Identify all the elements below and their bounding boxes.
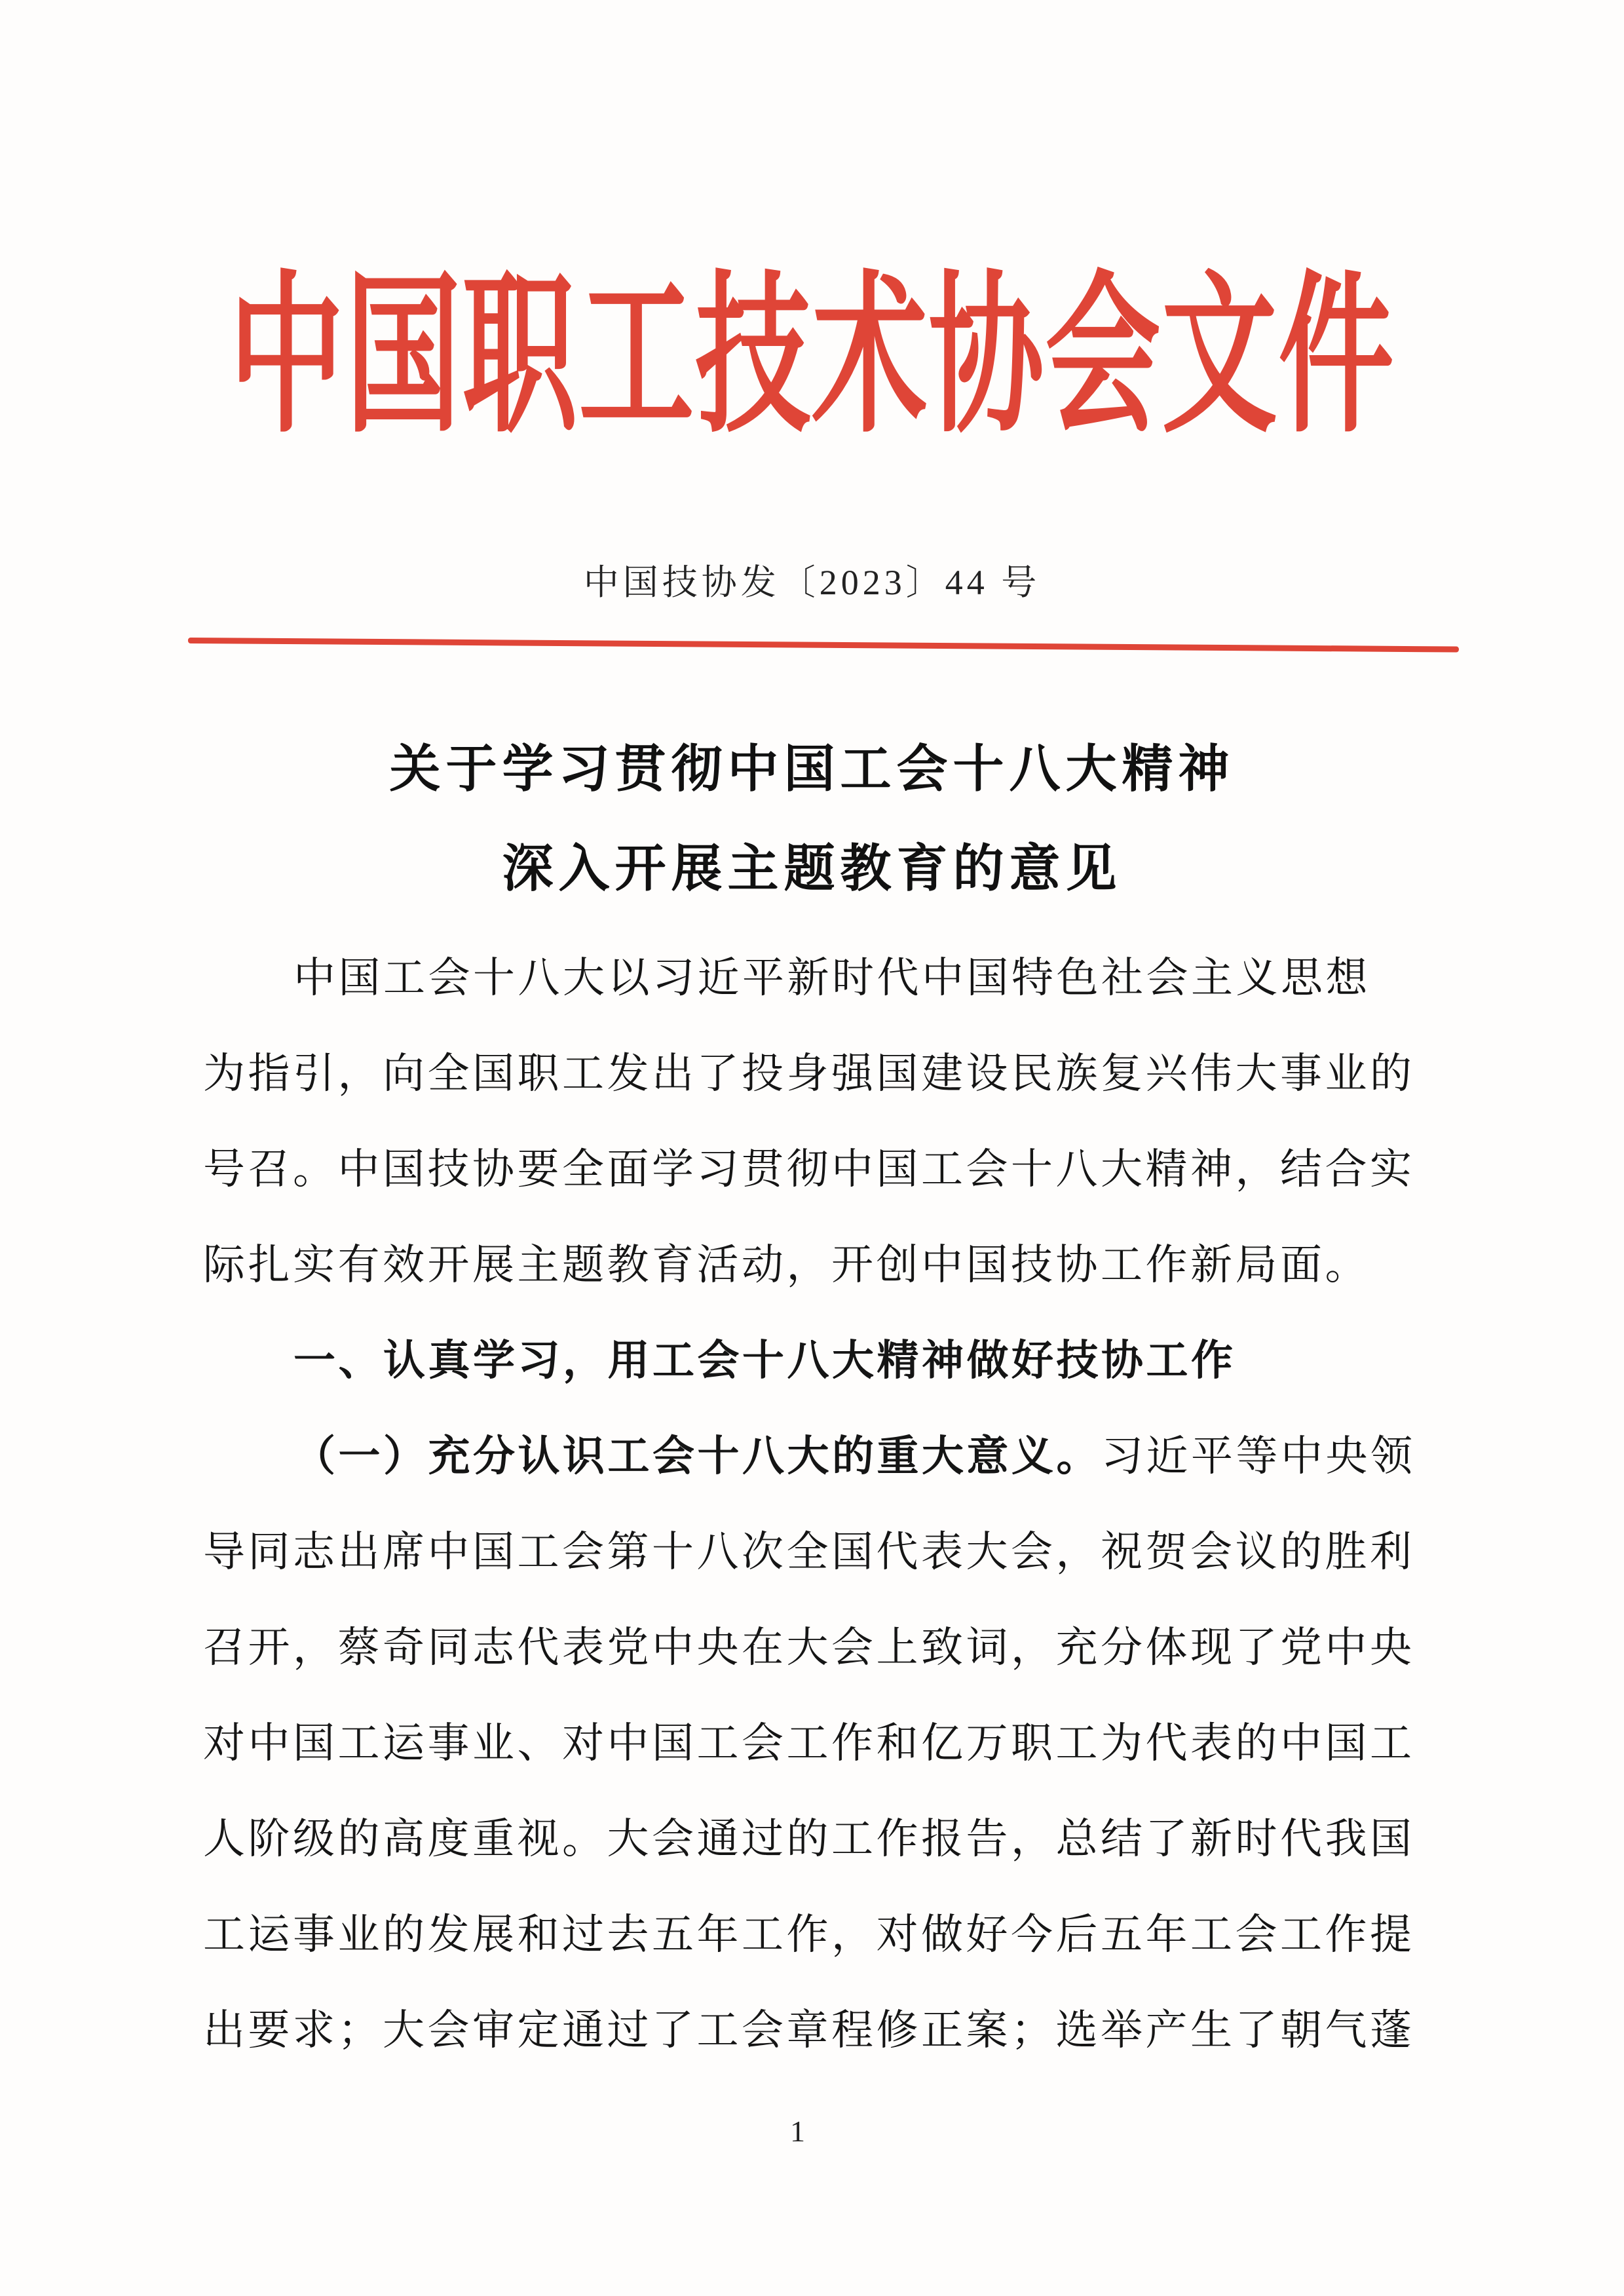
body-line-continuation: 习近平等中央领	[1101, 1433, 1416, 1480]
body-line: 为指引，向全国职工发出了投身强国建设民族复兴伟大事业的	[203, 1050, 1415, 1097]
body-line: 人阶级的高度重视。大会通过的工作报告，总结了新时代我国	[203, 1816, 1415, 1862]
document-title	[0, 719, 1624, 919]
body-line	[203, 1409, 1423, 1504]
body-line: 对中国工运事业、对中国工会工作和亿万职工为代表的中国工	[203, 1720, 1415, 1767]
body-line: 工运事业的发展和过去五年工作，对做好今后五年工会工作提	[203, 1911, 1415, 1958]
body-line: 中国工会十八大以习近平新时代中国特色社会主义思想	[293, 955, 1370, 1001]
subsection-heading-1: （一）充分认识工会十八大的重大意义。	[293, 1433, 1101, 1480]
body-line: 出要求；大会审定通过了工会章程修正案；选举产生了朝气蓬	[203, 2007, 1415, 2054]
body-line: 际扎实有效开展主题教育活动，开创中国技协工作新局面。	[203, 1242, 1370, 1288]
document-title-line-2: 深入开展主题教育的意见	[502, 840, 1122, 897]
red-divider-rule	[188, 638, 1459, 653]
body-line: 召开，蔡奇同志代表党中央在大会上致词，充分体现了党中央	[203, 1624, 1415, 1671]
org-letterhead-title: 中国职工技术协会文件	[229, 262, 1395, 454]
document-body	[203, 930, 1423, 2078]
document-number: 中国技协发〔2023〕44 号	[583, 563, 1041, 602]
document-title-line-1: 关于学习贯彻中国工会十八大精神	[389, 740, 1235, 797]
body-line: 号召。中国技协要全面学习贯彻中国工会十八大精神，结合实	[203, 1146, 1415, 1193]
section-heading-1: 一、认真学习，用工会十八大精神做好技协工作	[293, 1337, 1236, 1384]
body-line: 导同志出席中国工会第十八次全国代表大会，祝贺会议的胜利	[203, 1529, 1415, 1575]
page-number: 1	[790, 2114, 805, 2148]
